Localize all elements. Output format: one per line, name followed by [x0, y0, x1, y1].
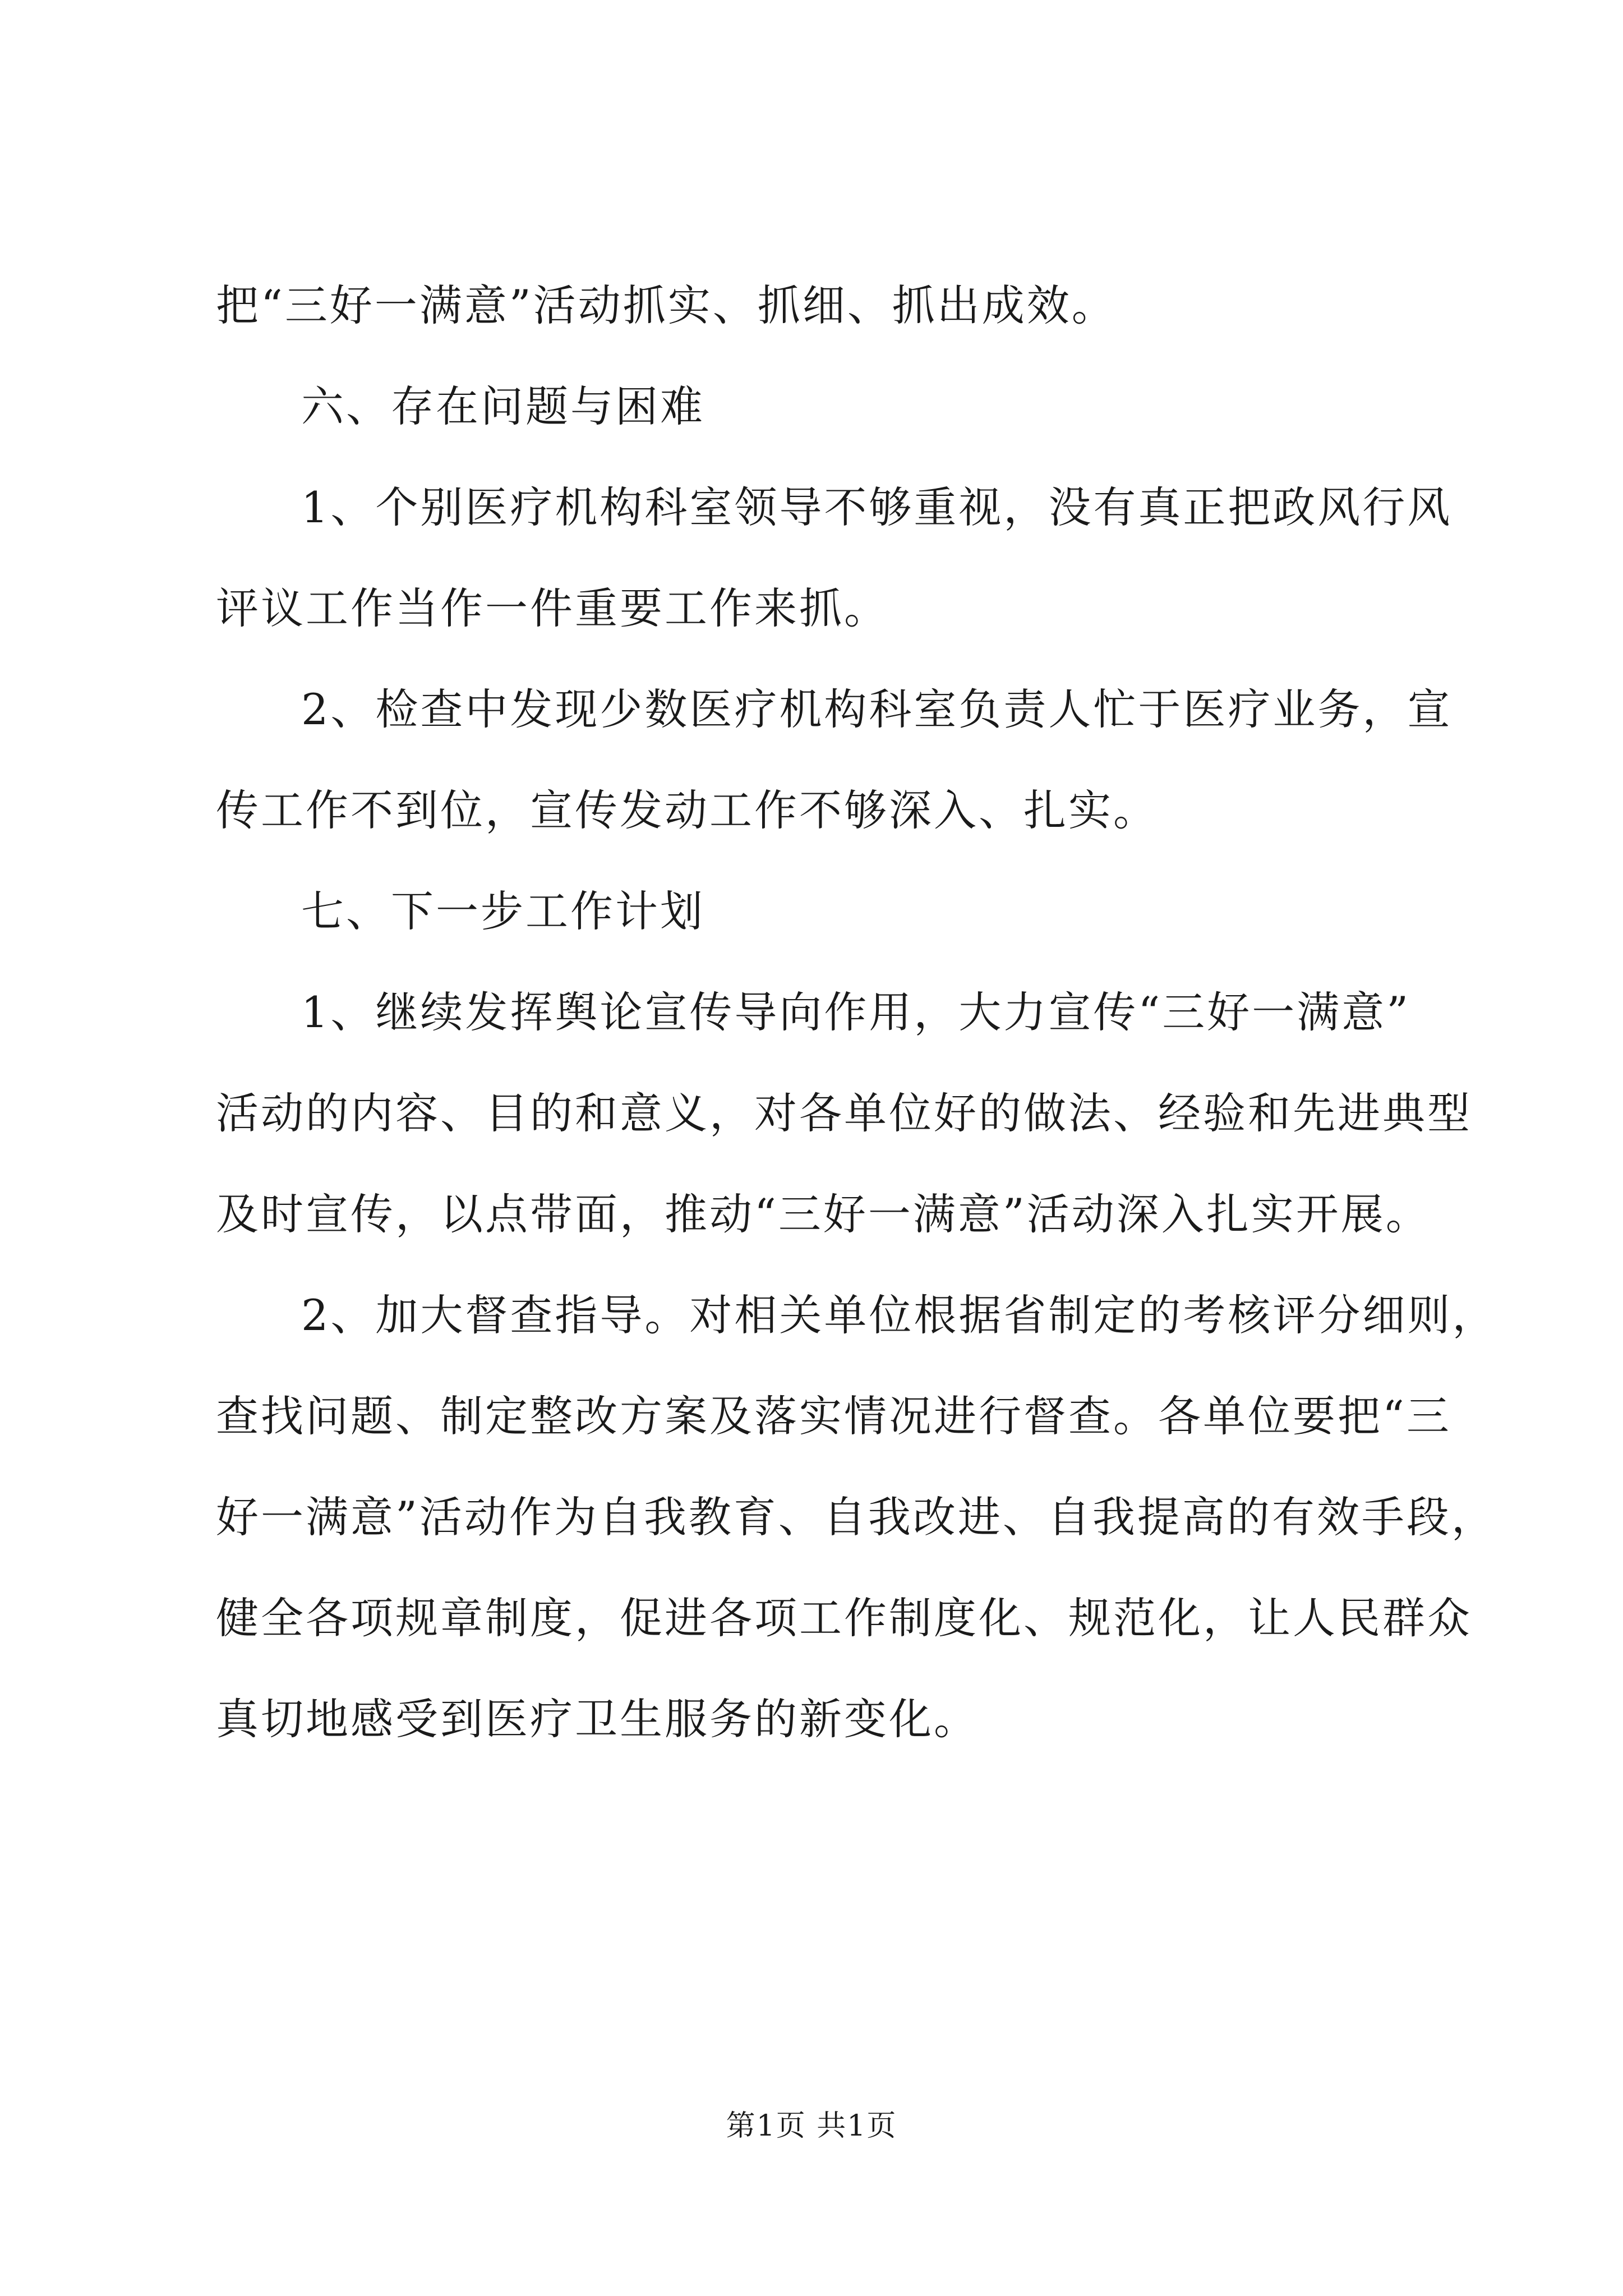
text-line-4: 评议工作当作一件重要工作来抓。	[216, 583, 889, 633]
page-number-footer: 第1页 共1页	[726, 2109, 897, 2143]
section-heading-next-plan: 七、下一步工作计划	[301, 886, 705, 936]
text-line-12: 查找问题、制定整改方案及落实情况进行督查。各单位要把“三	[216, 1391, 1451, 1441]
text-line-9: 活动的内容、目的和意义，对各单位好的做法、经验和先进典型	[216, 1088, 1472, 1138]
document-body	[216, 255, 1497, 1770]
text-line-13: 好一满意”活动作为自我教育、自我改进、自我提高的有效手段，	[216, 1492, 1496, 1542]
text-line-3: 1、个别医疗机构科室领导不够重视，没有真正把政风行风	[301, 482, 1453, 532]
section-heading-problems: 六、存在问题与困难	[301, 381, 705, 431]
text-line-15: 真切地感受到医疗卫生服务的新变化。	[216, 1694, 979, 1744]
text-line-6: 传工作不到位，宣传发动工作不够深入、扎实。	[216, 785, 1158, 835]
text-line-5: 2、检查中发现少数医疗机构科室负责人忙于医疗业务，宣	[301, 684, 1453, 734]
text-line-1: 把“三好一满意”活动抓实、抓细、抓出成效。	[216, 280, 1117, 330]
text-line-8: 1、继续发挥舆论宣传导向作用，大力宣传“三好一满意”	[301, 987, 1411, 1037]
text-line-11: 2、加大督查指导。对相关单位根据省制定的考核评分细则，	[301, 1290, 1497, 1340]
text-line-14: 健全各项规章制度，促进各项工作制度化、规范化，让人民群众	[216, 1593, 1472, 1643]
text-line-10: 及时宣传，以点带面，推动“三好一满意”活动深入扎实开展。	[216, 1189, 1431, 1239]
